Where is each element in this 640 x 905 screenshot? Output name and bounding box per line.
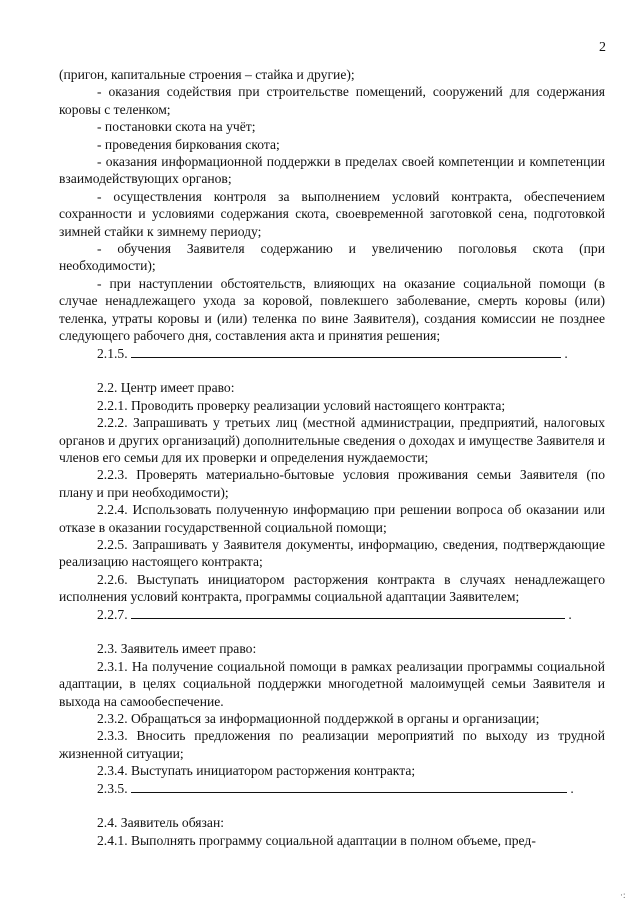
clause: 2.4.1. Выполнять программу социальной адаптации в полном объеме, пред- (97, 832, 536, 848)
blank-clause-2-3-5 (59, 780, 605, 797)
clause-end: . (564, 345, 568, 361)
clause: 2.3.3. Вносить предложения по реализации мероприятий по выходу из трудной жизненной ситуации; (59, 728, 605, 761)
clause-number: 2.3.5. (97, 780, 128, 796)
clause-number: 2.2.7. (97, 606, 128, 622)
clause: 2.3.1. На получение социальной помощи в рамках реализации программы социальной адаптации, в целях социальной поддержки многодетной малоимущей семьи Заявителя и выхода на самообеспечение. (59, 658, 605, 709)
paragraph-continuation: (пригон, капитальные строения – стайка и другие); (59, 67, 355, 82)
list-item: - при наступлении обстоятельств, влияющих на оказание социальной помощи (в случае ненадлежащего ухода за коровой, повлекшего заболевание, смерть коровы (или) теленка, утраты коровы и (или) теленка по вине Заявителя), создания комиссии не позднее следующего рабочего дня, составления акта и принятия решения; (59, 275, 605, 344)
clause: 2.2.6. Выступать инициатором расторжения контракта в случаях ненадлежащего исполнения условий контракта, программы социальной адаптации Заявителем; (59, 571, 605, 605)
fill-in-line (131, 346, 561, 358)
blank-clause-2-2-7 (59, 606, 605, 623)
clause: 2.2.3. Проверять материально-бытовые условия проживания семьи Заявителя (по плану и при необходимости); (59, 467, 605, 500)
scan-speck: ·: (620, 890, 626, 900)
list-item: - обучения Заявителя содержанию и увеличению поголовья скота (при необходимости); (59, 241, 605, 274)
fill-in-line (131, 607, 565, 619)
list-item: - постановки скота на учёт; (97, 119, 256, 135)
section-heading: 2.3. Заявитель имеет право: (97, 641, 257, 657)
clause: 2.2.5. Запрашивать у Заявителя документы, информацию, сведения, подтверждающие реализацию настоящего контракта; (59, 536, 605, 570)
blank-clause-2-1-5 (59, 345, 605, 362)
page-number: 2 (599, 40, 606, 55)
list-item: - проведения биркования скота; (97, 136, 280, 152)
clause-end: . (570, 780, 574, 796)
section-heading: 2.4. Заявитель обязан: (97, 815, 225, 831)
clause: 2.2.4. Использовать полученную информацию при решении вопроса об оказании или отказе в оказании государственной социальной помощи; (59, 502, 605, 535)
clause: 2.3.4. Выступать инициатором расторжения контракта; (97, 763, 416, 779)
clause-number: 2.1.5. (97, 345, 128, 361)
list-item: - оказания информационной поддержки в пределах своей компетенции и компетенции взаимодействующих органов; (59, 154, 605, 187)
document-body (59, 66, 605, 849)
list-item: - оказания содействия при строительстве помещений, сооружений для содержания коровы с теленком; (59, 84, 605, 117)
clause: 2.3.2. Обращаться за информационной поддержкой в органы и организации; (97, 711, 540, 726)
fill-in-line (131, 781, 567, 793)
clause: 2.2.1. Проводить проверку реализации условий настоящего контракта; (97, 397, 506, 413)
clause-end: . (568, 606, 572, 622)
list-item: - осуществления контроля за выполнением условий контракта, обеспечением сохранности и условиями содержания скота, своевременной заготовкой сена, подготовкой зимней стайки к зимнему периоду; (59, 188, 605, 239)
clause: 2.2.2. Запрашивать у третьих лиц (местной администрации, предприятий, налоговых органов и других организаций) дополнительные сведения о доходах и имуществе Заявителя и членов его семьи для их проверки и определения нуждаемости; (59, 415, 605, 465)
section-heading: 2.2. Центр имеет право: (97, 380, 235, 396)
